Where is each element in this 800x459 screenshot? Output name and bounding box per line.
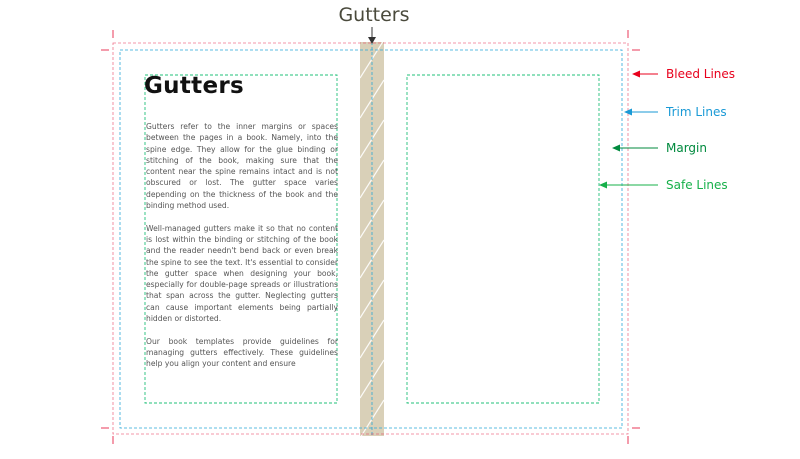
- margin-arrow: [612, 145, 658, 152]
- page-heading: Gutters: [144, 73, 244, 99]
- gutter-arrow: [368, 27, 376, 44]
- paragraph-2: Well-managed gutters make it so that no content is lost within the binding or stitching of the book and the reader needn't bend back or even break the spine to see the text. It's essential to consider the gutter space when designing your book, especially for double-page spreads or illustrations that span across the gutter. Neglecting gutters can cause important elements being partially hidden or distorted.: [146, 223, 338, 324]
- paragraph-3: Our book templates provide guidelines for managing gutters effectively. These guidelines help you align your content and ensure: [146, 336, 338, 369]
- trim-arrow: [624, 109, 658, 116]
- safe-arrow: [599, 182, 658, 189]
- right-page-safe-box: [407, 75, 599, 403]
- legend-bleed-lines: Bleed Lines: [666, 67, 736, 81]
- diagram-title: Gutters: [338, 4, 410, 26]
- legend-margin: Margin: [666, 141, 707, 155]
- paragraph-1: Gutters refer to the inner margins or spaces between the pages in a book. Namely, into the spine edge. They allow for the glue binding or stitching of the book, making sure that the content near the spine remains intact and is not obscured or lost. The gutter space varies depending on the thickness of the book and the binding method used.: [146, 122, 338, 211]
- bleed-arrow: [632, 71, 658, 78]
- legend-trim-lines: Trim Lines: [666, 105, 727, 119]
- legend-safe-lines: Safe Lines: [666, 178, 728, 192]
- page-body-text: [146, 121, 338, 393]
